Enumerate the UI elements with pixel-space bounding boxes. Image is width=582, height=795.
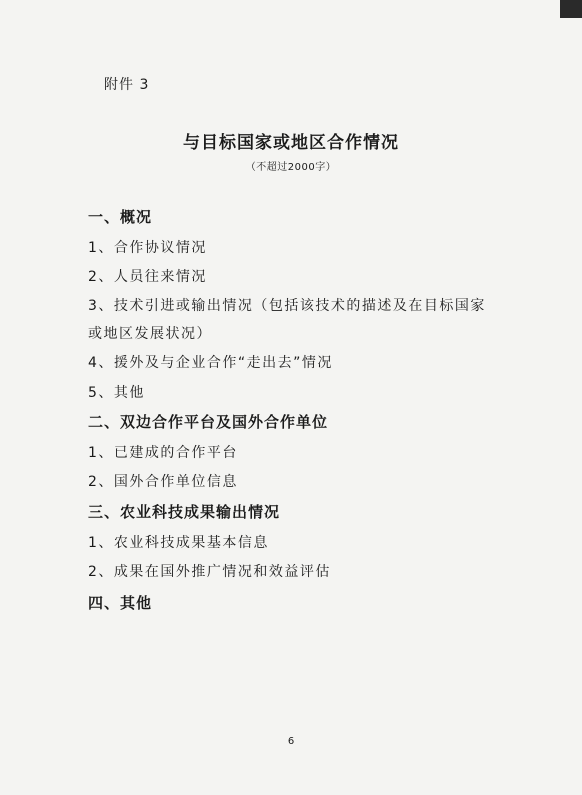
section-1-heading: 一、概况 bbox=[88, 208, 153, 226]
section-1-item-1: 1、合作协议情况 bbox=[88, 240, 207, 256]
scan-corner-mark bbox=[560, 0, 582, 18]
section-3-item-2: 2、成果在国外推广情况和效益评估 bbox=[88, 564, 331, 580]
section-4-heading: 四、其他 bbox=[88, 594, 153, 612]
section-1-item-5: 5、其他 bbox=[88, 385, 145, 401]
section-1-item-3-cont: 或地区发展状况） bbox=[88, 326, 212, 342]
attachment-label: 附件 3 bbox=[104, 77, 150, 93]
section-2-item-1: 1、已建成的合作平台 bbox=[88, 445, 238, 461]
page-number: 6 bbox=[287, 736, 295, 747]
section-2-item-2: 2、国外合作单位信息 bbox=[88, 474, 238, 490]
section-3-heading: 三、农业科技成果输出情况 bbox=[88, 503, 281, 521]
section-2-heading: 二、双边合作平台及国外合作单位 bbox=[88, 413, 329, 431]
document-title: 与目标国家或地区合作情况 bbox=[183, 133, 399, 153]
section-1-item-2: 2、人员往来情况 bbox=[88, 269, 207, 285]
section-3-item-1: 1、农业科技成果基本信息 bbox=[88, 535, 269, 551]
word-limit-note: （不超过2000字） bbox=[245, 162, 337, 173]
section-1-item-4: 4、援外及与企业合作“走出去”情况 bbox=[88, 355, 333, 371]
section-1-item-3: 3、技术引进或输出情况（包括该技术的描述及在目标国家 bbox=[88, 298, 486, 314]
